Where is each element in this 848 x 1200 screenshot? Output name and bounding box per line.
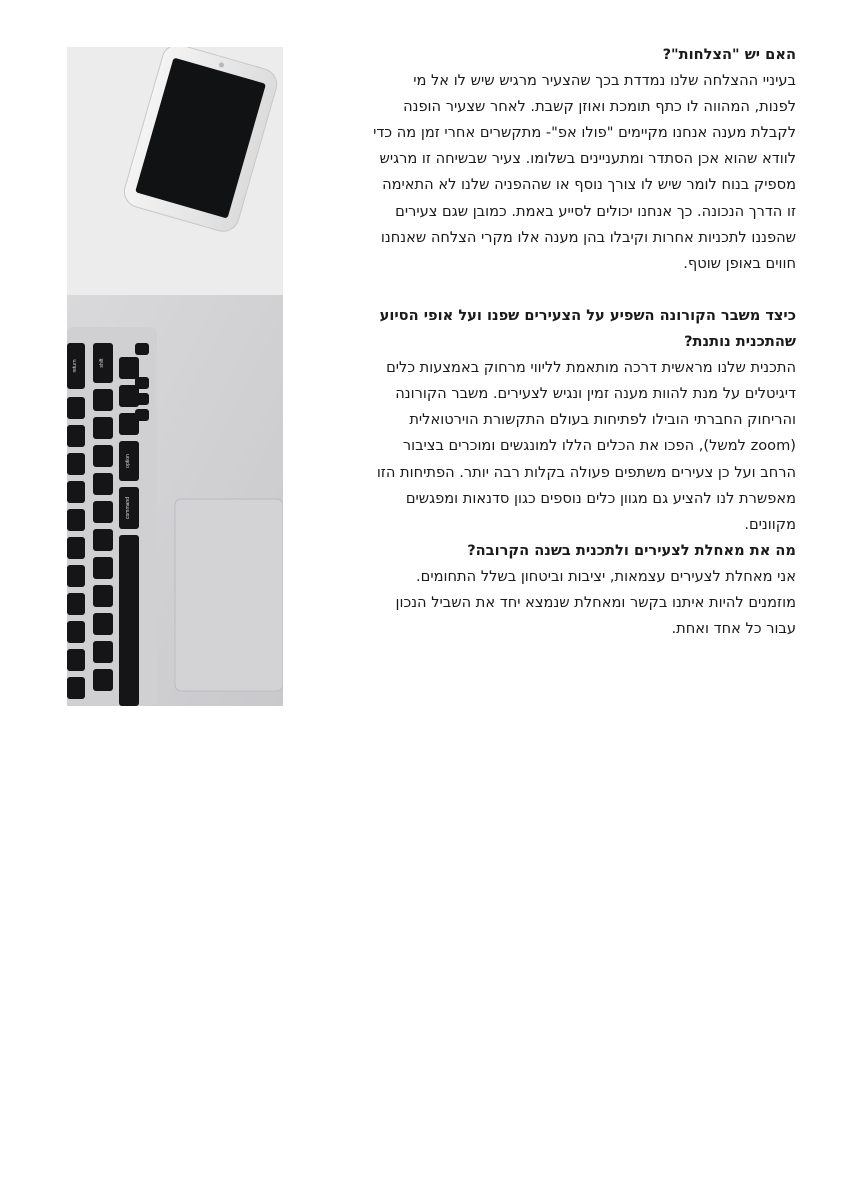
keyboard-key: [93, 501, 113, 523]
keyboard-key: [67, 509, 85, 531]
keyboard-key: [119, 357, 139, 379]
section-gap: [330, 277, 796, 303]
keyboard-key: [93, 585, 113, 607]
keyboard-key: [93, 473, 113, 495]
body-line: חווים באופן שוטף.: [683, 254, 796, 272]
body-line: הרחב ועל כן צעירים משתפים פעולה בקלות רבה יותר. הפתיחות הזו: [376, 463, 796, 481]
body-line: לוודא שהוא אכן הסתדר ומתעניינים בשלומו. צעיר שבשיחה זו מרגיש: [379, 150, 796, 168]
body-line: בעיניי ההצלחה שלנו נמדדת בכך שהצעיר מרגיש שיש לו אל מי: [413, 72, 796, 90]
body-line: לפנות, המהווה לו כתף תומכת ואוזן קשבת. לאחר שצעיר הופנה: [403, 98, 796, 116]
body-line: לקבלת מענה אנחנו מקיימים "פולו אפ"- מתקשרים אחרי זמן מה כדי: [373, 124, 796, 142]
keyboard-key: [135, 343, 149, 355]
keyboard-key: [93, 613, 113, 635]
section-heading: האם יש "הצלחות"?: [662, 46, 796, 63]
body-line: מוזמנים להיות איתנו בקשר ומאחלת שנמצא יחד את השביל הנכון: [395, 593, 796, 611]
keyboard-key: [67, 677, 85, 699]
keyboard-key: [93, 417, 113, 439]
body-line: דיגיטלים על מנת להוות מענה זמין ונגיש לצעירים. משבר הקורונה: [395, 385, 796, 403]
body-line: (zoom למשל), הפכו את הכלים הללו למונגשים ומוכרים בציבור: [402, 437, 796, 455]
keyboard-key: [93, 389, 113, 411]
key-label: return: [72, 359, 78, 373]
body-line: מאפשרת לנו להציע גם מגוון כלים נוספים כגון סדנאות ומפגשים: [405, 489, 796, 507]
article-text: [330, 42, 796, 702]
body-line: התכנית שלנו מראשית דרכה מותאמת לליווי מרחוק באמצעות כלים: [386, 359, 796, 377]
body-line: מקוונים.: [744, 515, 796, 533]
section-heading: מה את מאחלת לצעירים ולתכנית בשנה הקרובה?: [467, 541, 796, 559]
section-heading: שהתכנית נותנת?: [684, 333, 796, 351]
key-label: shift: [99, 358, 105, 368]
body-line: שהפננו לתכניות אחרות וקיבלו בהן מענה אלו מקרי הצלחה שאנחנו: [380, 228, 796, 246]
key-label: option: [125, 454, 131, 468]
body-line: מספיק בנוח לומר שיש לו צורך נוסף או שההפניה שלנו לא התאימה: [382, 176, 796, 194]
keyboard-key: [67, 397, 85, 419]
keyboard-key: [67, 453, 85, 475]
keyboard-key: [93, 641, 113, 663]
keyboard-key: [67, 481, 85, 503]
body-line: זו הדרך הנכונה. כך אנחנו יכולים לסייע באמת. כמובן שגם צעירים: [395, 202, 796, 220]
keyboard-key: [67, 621, 85, 643]
keyboard-key: [67, 649, 85, 671]
body-line: והריחוק החברתי הובילו לפתיחות בעולם התקשורת הוירטואלית: [409, 411, 796, 429]
keyboard-key: [93, 529, 113, 551]
key-label: command: [125, 497, 131, 519]
section-heading: כיצד משבר הקורונה השפיע על הצעירים שפנו ועל אופי הסיוע: [379, 306, 796, 324]
keyboard-key: [67, 425, 85, 447]
keyboard-key: [135, 393, 149, 405]
laptop-photo: [67, 47, 283, 706]
keyboard-key: [93, 445, 113, 467]
trackpad: [175, 499, 283, 691]
keyboard-key: [93, 557, 113, 579]
keyboard-key: [67, 537, 85, 559]
keyboard-key: [135, 377, 149, 389]
body-line: עבור כל אחד ואחת.: [671, 620, 796, 638]
keyboard-key: [67, 565, 85, 587]
keyboard-key: [67, 593, 85, 615]
body-line: אני מאחלת לצעירים עצמאות, יציבות וביטחון בשלל התחומים.: [416, 567, 796, 585]
keyboard-key: [93, 669, 113, 691]
keyboard-key: [119, 535, 139, 706]
keyboard-key: [135, 409, 149, 421]
